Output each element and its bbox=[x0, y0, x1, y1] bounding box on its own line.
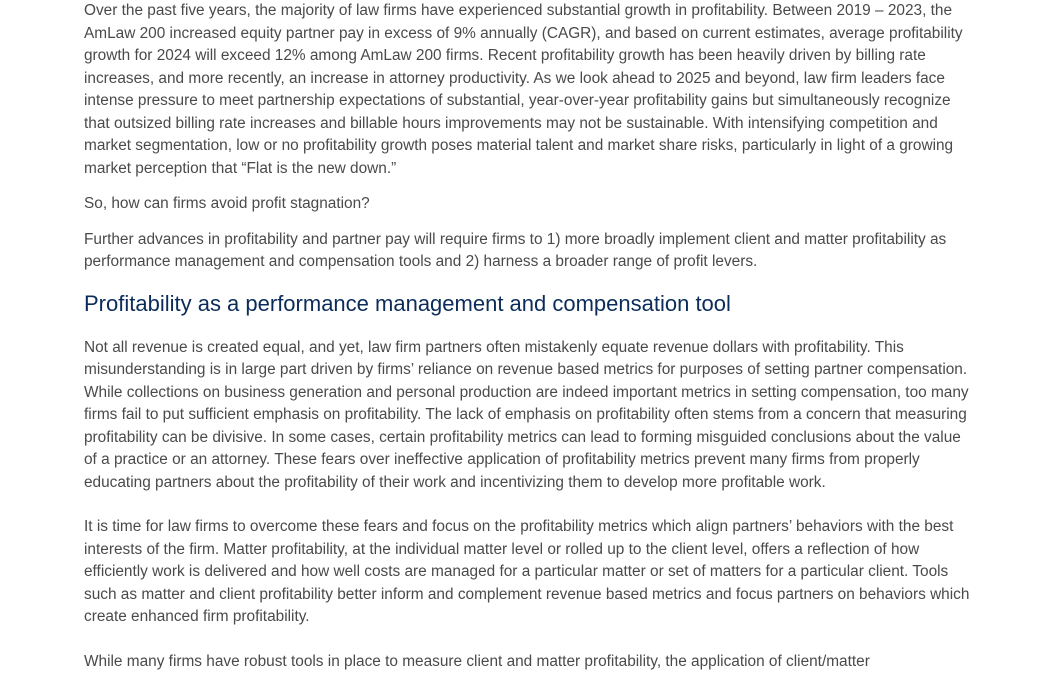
paragraph-revenue-not-equal: Not all revenue is created equal, and yet, law firm partners often mistakenly equate revenue dollars with profitability. This misunderstanding is in large part driven by firms’ reliance on revenue based metrics for purposes of setting partner compensation. While collections on business generation and personal production are indeed important metrics in setting compensation, too many firms fail to put sufficient emphasis on profitability. The lack of emphasis on profitability often stems from a concern that measuring profitability can be divisive. In some cases, certain profitability metrics can lead to forming misguided conclusions about the value of a practice or an attorney. These fears over ineffective application of profitability metrics prevent many firms from properly educating partners about the profitability of their work and incentivizing them to develop more profitable work. bbox=[84, 338, 969, 491]
section-heading: Profitability as a performance management and compensation tool bbox=[84, 290, 731, 316]
paragraph-profitability-growth: Over the past five years, the majority of law firms have experienced substantial growth in profitability. Between 2019 – 2023, the AmLaw 200 increased equity partner pay in excess of 9% annually (CAGR), and based on current estimates, average profitability growth for 2024 will exceed 12% among AmLaw 200 firms. Recent profitability growth has been heavily driven by billing rate increases, and more recently, an increase in attorney productivity. As we look ahead to 2025 and beyond, law firm leaders face intense pressure to meet partnership expectations of substantial, year-over-year profitability gains but simultaneously recognize that outsized billing rate increases and billable hours improvements may not be sustainable. With intensifying competition and market segmentation, low or no profitability growth poses material talent and market share risks, particularly in light of a growing market perception that “Flat is the new down.” bbox=[84, 2, 963, 177]
paragraph-robust-tools: While many firms have robust tools in place to measure client and matter profitability, the application of client/matter bbox=[84, 652, 870, 670]
paragraph-profit-stagnation-question: So, how can firms avoid profit stagnation? bbox=[84, 195, 370, 212]
paragraph-further-advances: Further advances in profitability and partner pay will require firms to 1) more broadly implement client and matter profitability as performance management and compensation tools and 2) harness a broader range of profit levers. bbox=[84, 230, 947, 270]
document-page bbox=[84, 0, 974, 673]
paragraph-overcome-fears: It is time for law firms to overcome these fears and focus on the profitability metrics which align partners’ behaviors with the best interests of the firm. Matter profitability, at the individual matter level or rolled up to the client level, offers a reflection of how efficiently work is delivered and how well costs are managed for a particular matter or set of matters for a particular client. Tools such as matter and client profitability better inform and complement revenue based metrics and focus partners on behaviors which create enhanced firm profitability. bbox=[84, 518, 970, 625]
